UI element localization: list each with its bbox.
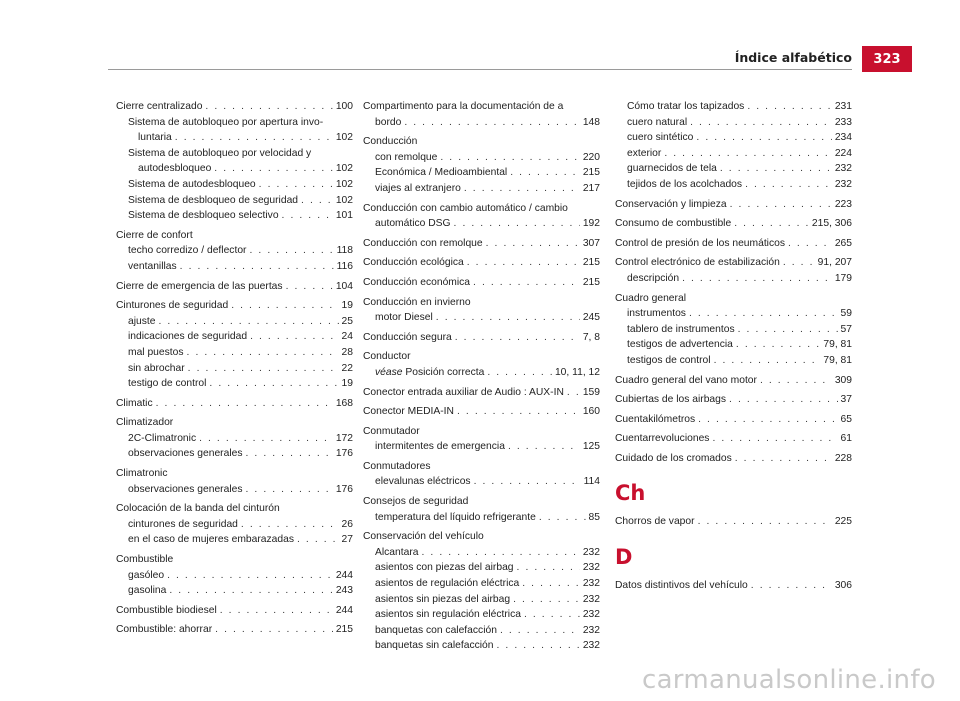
index-subentry: gasóleo . . . 244 xyxy=(128,568,353,584)
see-reference: véase xyxy=(375,366,403,378)
header-title: Índice alfabético xyxy=(734,50,852,65)
index-entry: Compartimento para la documentación de a xyxy=(363,101,564,112)
index-subentry: intermitentes de emergencia . . . 125 xyxy=(375,439,600,455)
index-subentry: ajuste . . . 25 xyxy=(128,314,353,330)
index-entry: Conducción con remolque . . . 307 xyxy=(363,236,600,252)
index-entry: Cierre de emergencia de las puertas . . . 104 xyxy=(116,279,353,295)
index-entry: Consumo de combustible . . . 215, 306 xyxy=(615,216,852,232)
section-letter-ch: Ch xyxy=(615,481,646,506)
index-subentry: exterior . . . 224 xyxy=(627,146,852,162)
index-subentry: ventanillas . . . 116 xyxy=(128,259,353,275)
index-subentry: testigos de control . . . 79, 81 xyxy=(627,353,852,369)
index-entry: Cierre de confort xyxy=(116,229,193,241)
index-subentry: Sistema de autobloqueo por velocidad y xyxy=(128,147,312,159)
index-entry: Combustible: ahorrar . . . 215 xyxy=(116,622,353,638)
section-letter-d: D xyxy=(615,545,633,570)
index-entry: Control de presión de los neumáticos . . . 265 xyxy=(615,236,852,252)
index-entry: Conducción con cambio automático / cambio xyxy=(363,202,568,214)
index-column-3 xyxy=(615,99,852,594)
index-subentry: Sistema de desbloqueo selectivo . . . 101 xyxy=(128,208,353,224)
index-entry: Cuadro general xyxy=(615,292,686,304)
index-subentry: mal puestos . . . 28 xyxy=(128,345,353,361)
index-subentry: observaciones generales . . . 176 xyxy=(128,446,353,462)
index-subentry: cuero sintético . . . 234 xyxy=(627,130,852,146)
page-header xyxy=(0,46,960,72)
index-entry: Conmutadores xyxy=(363,460,431,472)
index-entry: Cuentakilómetros . . . 65 xyxy=(615,412,852,428)
watermark-text: carmanualsonline.info xyxy=(641,665,936,695)
index-entry: Cuentarrevoluciones . . . 61 xyxy=(615,431,852,447)
index-entry: Cubiertas de los airbags . . . 37 xyxy=(615,392,852,408)
index-subentry: cinturones de seguridad . . . 26 xyxy=(128,517,353,533)
index-subentry: testigos de advertencia . . . 79, 81 xyxy=(627,337,852,353)
index-subentry: banquetas con calefacción . . . 232 xyxy=(375,623,600,639)
index-subentry: motor Diesel . . . 245 xyxy=(375,310,600,326)
index-entry: Conservación del vehículo xyxy=(363,531,484,543)
index-entry: Conducción ecológica . . . 215 xyxy=(363,255,600,271)
index-entry: Climatronic xyxy=(116,468,168,480)
index-subentry: Alcantara . . . 232 xyxy=(375,545,600,561)
index-subentry: viajes al extranjero . . . 217 xyxy=(375,181,600,197)
index-entry: Colocación de la banda del cinturón xyxy=(116,503,280,515)
index-subentry: asientos sin piezas del airbag . . . 232 xyxy=(375,592,600,608)
index-subentry: véase Posición correcta . . . 10, 11, 12 xyxy=(375,365,600,381)
index-subentry: Sistema de autobloqueo por apertura invo- xyxy=(128,116,324,128)
index-subentry: Sistema de desbloqueo de seguridad . . . 102 xyxy=(128,193,353,209)
index-subentry: Económica / Medioambiental . . . 215 xyxy=(375,165,600,181)
index-entry: Combustible biodiesel . . . 244 xyxy=(116,603,353,619)
page-number-badge: 323 xyxy=(862,46,912,72)
index-entry: Cuidado de los cromados . . . 228 xyxy=(615,451,852,467)
index-subentry: observaciones generales . . . 176 xyxy=(128,482,353,498)
index-subentry: asientos de regulación eléctrica . . . 232 xyxy=(375,576,600,592)
index-subentry: instrumentos . . . 59 xyxy=(627,306,852,322)
index-entry: Conmutador xyxy=(363,425,420,437)
index-subentry: elevalunas eléctricos . . . 114 xyxy=(375,474,600,490)
index-subentry: descripción . . . 179 xyxy=(627,271,852,287)
index-subentry: luntaria . . . 102 xyxy=(138,130,353,146)
index-entry: Control electrónico de estabilización . . . 91, 207 xyxy=(615,255,852,271)
index-entry: Cierre centralizado . . . 100 xyxy=(116,99,353,115)
index-subentry: sin abrochar . . . 22 xyxy=(128,361,353,377)
index-entry: Conector MEDIA-IN . . . 160 xyxy=(363,404,600,420)
index-subentry: techo corredizo / deflector . . . 118 xyxy=(128,243,353,259)
index-subentry: banquetas sin calefacción . . . 232 xyxy=(375,638,600,654)
index-entry: Cinturones de seguridad . . . 19 xyxy=(116,298,353,314)
index-subentry: Sistema de autodesbloqueo . . . 102 xyxy=(128,177,353,193)
index-subentry: cuero natural . . . 233 xyxy=(627,115,852,131)
index-subentry: tablero de instrumentos . . . 57 xyxy=(627,322,852,338)
index-subentry: autodesbloqueo . . . 102 xyxy=(138,161,353,177)
index-subentry: testigo de control . . . 19 xyxy=(128,376,353,392)
index-entry: Combustible xyxy=(116,554,174,566)
index-entry: Climatizador xyxy=(116,417,174,429)
index-subentry: en el caso de mujeres embarazadas . . . 27 xyxy=(128,532,353,548)
index-entry: Conductor xyxy=(363,351,411,363)
index-subentry: temperatura del líquido refrigerante . . . 85 xyxy=(375,510,600,526)
index-entry: Cuadro general del vano motor . . . 309 xyxy=(615,373,852,389)
index-subentry: gasolina . . . 243 xyxy=(128,583,353,599)
index-column-2 xyxy=(363,99,600,654)
index-column-1 xyxy=(116,99,353,638)
index-entry: Conservación y limpieza . . . 223 xyxy=(615,197,852,213)
index-subentry: asientos sin regulación eléctrica . . . 232 xyxy=(375,607,600,623)
index-subentry: Cómo tratar los tapizados . . . 231 xyxy=(627,99,852,115)
index-entry: Conducción económica . . . 215 xyxy=(363,275,600,291)
index-entry: Conducción en invierno xyxy=(363,296,471,308)
index-entry: Consejos de seguridad xyxy=(363,496,469,508)
index-entry: Climatic . . . 168 xyxy=(116,396,353,412)
index-subentry: 2C-Climatronic . . . 172 xyxy=(128,431,353,447)
index-subentry: guarnecidos de tela . . . 232 xyxy=(627,161,852,177)
index-entry: Conducción segura . . . 7, 8 xyxy=(363,330,600,346)
index-entry: Conector entrada auxiliar de Audio : AUX-IN . . . 159 xyxy=(363,385,600,401)
index-entry: Chorros de vapor . . . 225 xyxy=(615,514,852,530)
header-divider xyxy=(108,69,852,70)
index-subentry: asientos con piezas del airbag . . . 232 xyxy=(375,560,600,576)
index-subentry: automático DSG . . . 192 xyxy=(375,216,600,232)
index-entry: Datos distintivos del vehículo . . . 306 xyxy=(615,578,852,594)
index-subentry: bordo . . . 148 xyxy=(375,115,600,131)
index-subentry: tejidos de los acolchados . . . 232 xyxy=(627,177,852,193)
index-subentry: indicaciones de seguridad . . . 24 xyxy=(128,329,353,345)
index-entry: Conducción xyxy=(363,136,418,148)
index-subentry: con remolque . . . 220 xyxy=(375,150,600,166)
